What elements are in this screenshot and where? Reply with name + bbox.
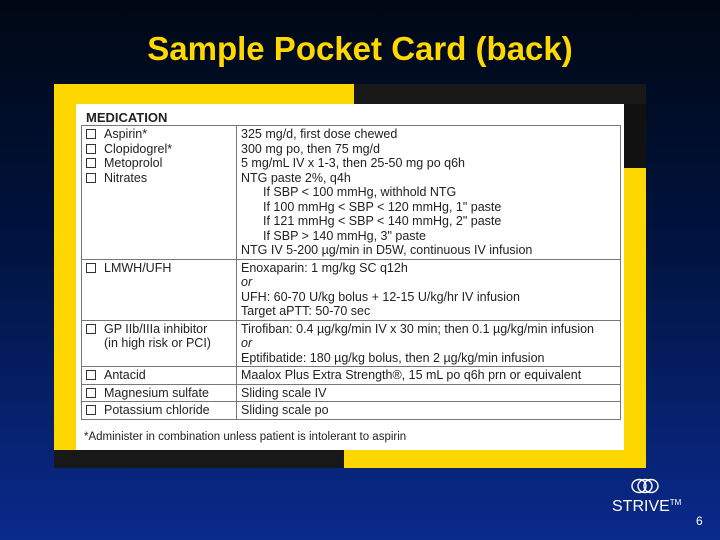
table-row (82, 126, 621, 260)
dosing-cell (237, 367, 621, 385)
medication-cell (82, 402, 237, 420)
footnote: *Administer in combination unless patient is intolerant to aspirin (84, 431, 407, 443)
table-row (82, 367, 621, 385)
dosing-text: NTG paste 2%, q4h (241, 170, 351, 185)
medication-cell (82, 384, 237, 402)
yellow-stripe (54, 84, 76, 468)
checkbox (86, 263, 96, 273)
checkbox (86, 324, 96, 334)
yellow-stripe (344, 450, 646, 468)
medication-name: GP IIb/IIIa inhibitor (104, 321, 208, 336)
dosing-text: Tirofiban: 0.4 µg/kg/min IV x 30 min; then 0.1 µg/kg/min infusion (241, 321, 595, 336)
dosing-text: If SBP < 100 mmHg, withhold NTG (263, 185, 457, 199)
dosing-text: If SBP > 140 mmHg, 3" paste (263, 228, 426, 243)
dosing-cell (237, 259, 621, 320)
table-row (82, 402, 621, 420)
medication-cell (82, 320, 237, 367)
dosing-text: NTG IV 5-200 µg/min in D5W, continuous IV infusion (241, 243, 533, 257)
checkbox (86, 173, 96, 183)
table-row (82, 320, 621, 367)
dosing-cell (237, 384, 621, 402)
checkbox (86, 129, 96, 139)
dosing-text: 325 mg/d, first dose chewed (241, 127, 398, 141)
strive-logo-text: STRIVE™ (612, 498, 682, 515)
medication-name: Nitrates (104, 170, 148, 185)
dosing-text: Sliding scale IV (241, 385, 327, 400)
dosing-text: Eptifibatide: 180 µg/kg bolus, then 2 µg/kg/min infusion (241, 350, 545, 365)
dosing-text: Maalox Plus Extra Strength®, 15 mL po q6h prn or equivalent (241, 368, 582, 382)
checkbox (86, 405, 96, 415)
card-paper (76, 104, 624, 450)
medication-cell (82, 126, 237, 260)
checkbox (86, 144, 96, 154)
medication-header: MEDICATION (86, 110, 168, 125)
medication-name: LMWH/UFH (104, 260, 172, 275)
dosing-text: Sliding scale po (241, 403, 329, 417)
medication-name: (in high risk or PCI) (104, 336, 211, 350)
dosing-text: Target aPTT: 50-70 sec (241, 304, 371, 318)
strive-logo-icon (630, 478, 660, 494)
yellow-stripe (624, 168, 646, 468)
page-number: 6 (696, 514, 703, 528)
dosing-text: If 100 mmHg < SBP < 120 mmHg, 1" paste (263, 199, 502, 214)
dosing-cell (237, 402, 621, 420)
medication-cell (82, 367, 237, 385)
medication-name: Clopidogrel* (104, 141, 173, 156)
dosing-text: If 121 mmHg < SBP < 140 mmHg, 2" paste (263, 214, 502, 228)
dosing-text: 300 mg po, then 75 mg/d (241, 141, 380, 156)
checkbox (86, 370, 96, 380)
slide-title: Sample Pocket Card (back) (147, 30, 573, 67)
medication-name: Antacid (104, 368, 146, 382)
table-row (82, 259, 621, 320)
black-stripe (354, 84, 646, 104)
medication-name: Aspirin* (104, 127, 148, 141)
medication-cell (82, 259, 237, 320)
yellow-stripe (54, 84, 354, 104)
dosing-cell (237, 320, 621, 367)
dosing-text: Enoxaparin: 1 mg/kg SC q12h (241, 260, 408, 275)
dosing-text: UFH: 60-70 U/kg bolus + 12-15 U/kg/hr IV infusion (241, 289, 520, 304)
table-row (82, 384, 621, 402)
medication-name: Metoprolol (104, 156, 163, 170)
dosing-cell (237, 126, 621, 260)
dosing-text: 5 mg/mL IV x 1-3, then 25-50 mg po q6h (241, 156, 465, 170)
medication-table (81, 125, 621, 420)
medication-name: Magnesium sulfate (104, 385, 209, 400)
checkbox (86, 388, 96, 398)
checkbox (86, 158, 96, 168)
dosing-text: or (241, 336, 253, 350)
dosing-text: or (241, 275, 253, 289)
black-stripe (54, 450, 344, 468)
pocket-card (54, 84, 646, 468)
medication-name: Potassium chloride (104, 403, 210, 417)
